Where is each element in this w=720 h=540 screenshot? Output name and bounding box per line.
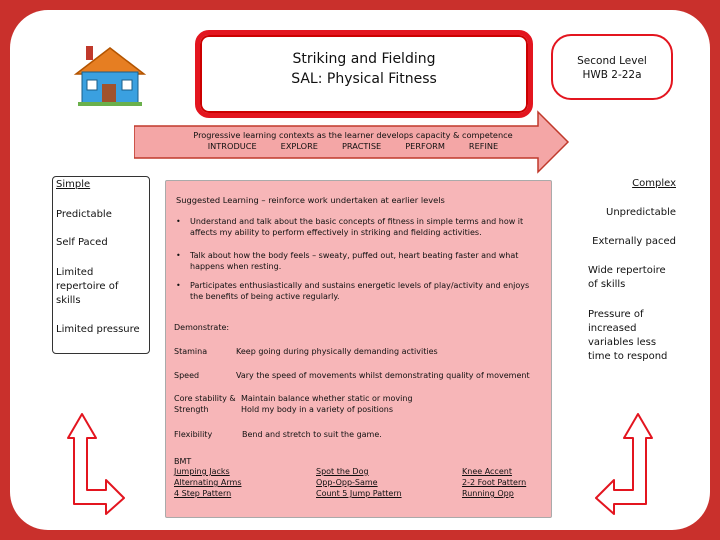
progress-description: Progressive learning contexts as the learner develops capacity & competence: [193, 130, 513, 140]
core-desc: Maintain balance whether static or moving Hold my body in a variety of positions: [241, 394, 413, 414]
title-box: [195, 30, 533, 118]
complex-box: [568, 176, 676, 376]
stamina-desc: Keep going during physically demanding activities: [236, 347, 438, 356]
title-line2: SAL: Physical Fitness: [291, 71, 437, 87]
progress-stages: [168, 141, 538, 152]
left-item-self-paced: Self Paced: [56, 237, 108, 248]
level-box: [551, 34, 673, 100]
left-item-repertoire: Limited repertoire of skills: [56, 267, 119, 306]
left-item-predictable: Predictable: [56, 209, 112, 220]
link-2-2-foot-pattern[interactable]: 2-2 Foot Pattern: [462, 478, 527, 487]
right-bent-arrow-icon: [592, 410, 658, 515]
house-icon: [72, 44, 148, 108]
simple-heading: Simple: [56, 179, 91, 190]
link-alternating-arms[interactable]: Alternating Arms: [174, 478, 242, 487]
link-count-5-jump-pattern[interactable]: Count 5 Jump Pattern: [316, 489, 402, 498]
stage-perform: PERFORM: [405, 141, 445, 151]
stage-practise: PRACTISE: [341, 141, 382, 151]
suggested-heading: Suggested Learning – reinforce work undertaken at earlier levels: [176, 195, 445, 205]
demonstrate-heading: Demonstrate:: [174, 323, 230, 332]
right-item-pressure: Pressure of increased variables less time to respond: [588, 309, 668, 362]
bullet-icon: •: [176, 281, 181, 290]
right-item-unpredictable: Unpredictable: [606, 207, 676, 218]
bullet-text-3: Participates enthusiastically and sustains energetic levels of play/activity and enjoys the benefits of being active regularly.: [190, 281, 530, 301]
bullet-icon: •: [176, 217, 181, 226]
bullet-text-2: Talk about how the body feels – sweaty, puffed out, heart beating faster and what happens when resting.: [190, 251, 519, 271]
suggested-learning-box: [165, 180, 552, 518]
speed-label: Speed: [174, 371, 200, 380]
link-spot-the-dog[interactable]: Spot the Dog: [316, 467, 369, 476]
right-item-externally-paced: Externally paced: [592, 236, 676, 247]
level-line1: Second Level: [577, 55, 647, 67]
stage-explore: EXPLORE: [280, 141, 318, 151]
right-item-wide-repertoire: Wide repertoire of skills: [588, 265, 666, 290]
bullet-text-1: Understand and talk about the basic concepts of fitness in simple terms and how it affects my ability to perform effectively in striking and fielding activities.: [190, 217, 524, 237]
speed-desc: Vary the speed of movements whilst demonstrating quality of movement: [236, 371, 530, 380]
stage-refine: REFINE: [468, 141, 499, 151]
link-knee-accent[interactable]: Knee Accent: [462, 467, 512, 476]
left-item-pressure: Limited pressure: [56, 324, 140, 335]
link-running-opp[interactable]: Running Opp: [462, 489, 514, 498]
progress-text: [168, 130, 538, 152]
flexibility-label: Flexibility: [174, 430, 213, 439]
bmt-heading: BMT: [174, 457, 192, 466]
left-bent-arrow-icon: [62, 410, 128, 515]
stamina-label: Stamina: [174, 347, 208, 356]
link-jumping-jacks[interactable]: Jumping Jacks: [174, 467, 230, 476]
level-line2: HWB 2-22a: [582, 69, 642, 81]
core-label: Core stability & Strength: [174, 394, 236, 414]
stage-introduce: INTRODUCE: [207, 141, 257, 151]
complex-heading: Complex: [632, 178, 676, 189]
bullet-icon: •: [176, 251, 181, 260]
flexibility-desc: Bend and stretch to suit the game.: [242, 430, 382, 439]
link-4-step-pattern[interactable]: 4 Step Pattern: [174, 489, 232, 498]
simple-box: [52, 176, 150, 354]
title-line1: Striking and Fielding: [292, 51, 436, 67]
link-opp-opp-same[interactable]: Opp-Opp-Same: [316, 478, 378, 487]
